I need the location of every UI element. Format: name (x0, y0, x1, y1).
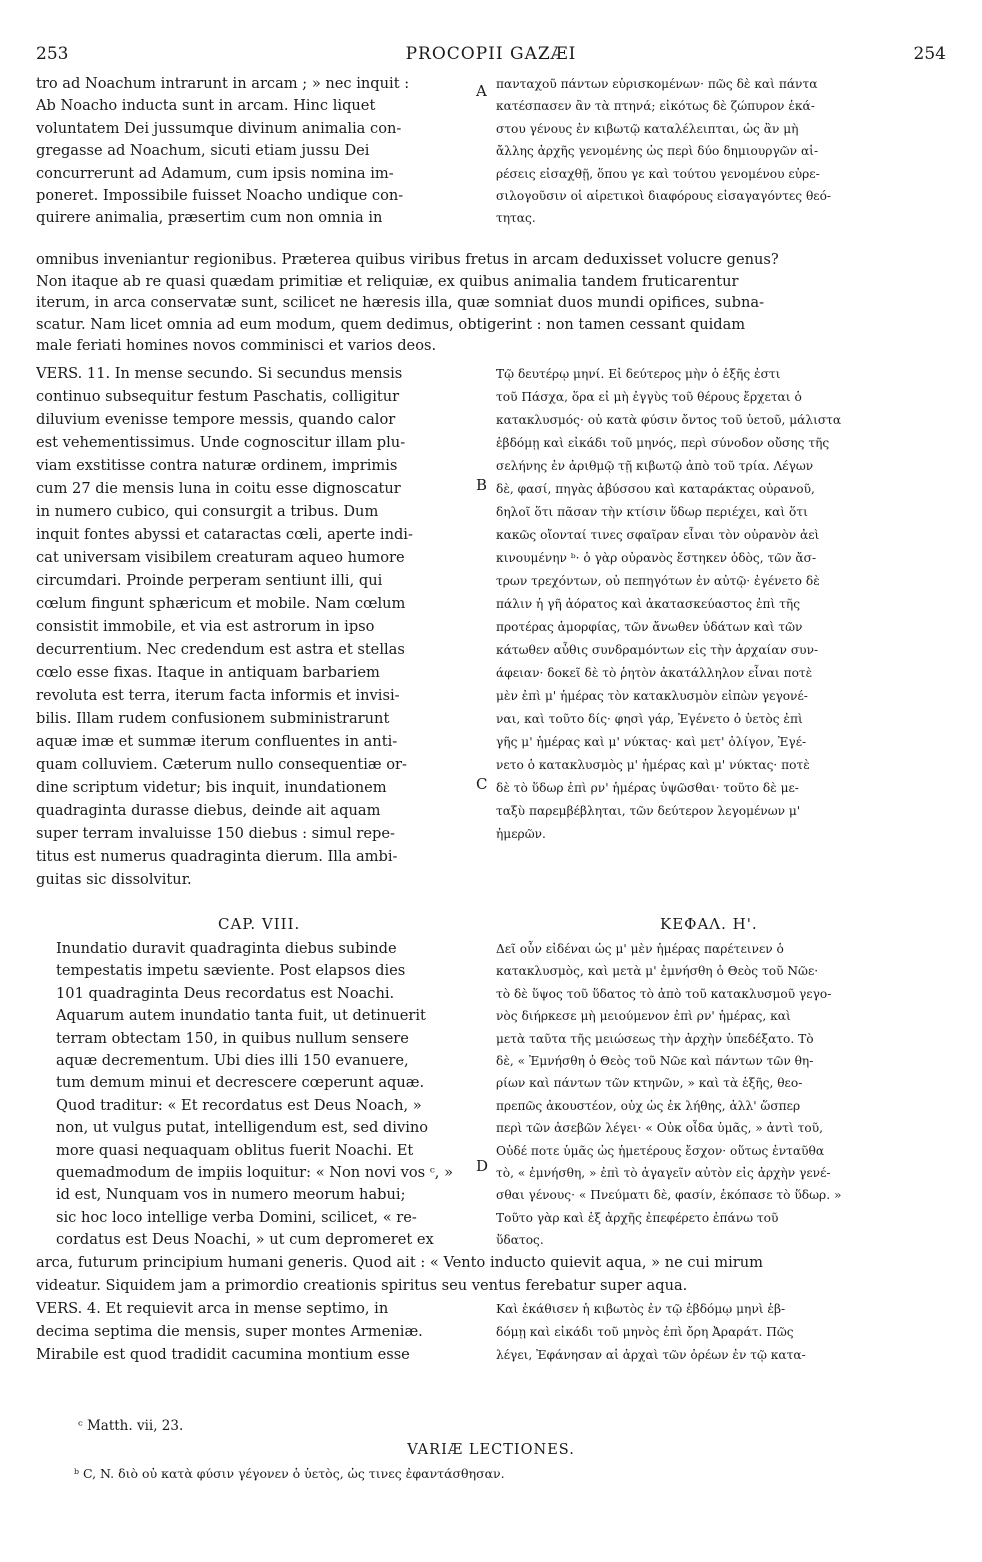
text-line: τοῦ Πάσχα, ὅρα εἰ μὴ ἐγγὺς τοῦ θέρους ἔρχεται ὁ (496, 390, 802, 404)
margin-marker-c: C (476, 775, 488, 793)
text-line: cum 27 die mensis luna in coitu esse dignoscatur (36, 480, 401, 497)
varia-lectiones-heading: VARIÆ LECTIONES. (407, 1442, 575, 1458)
text-line: ἄλλης ἀρχῆς γενομένης ὡς περὶ δύο δημιουργῶν αἱ- (496, 144, 819, 159)
text-line: bilis. Illam rudem confusionem subministrarunt (36, 710, 390, 727)
text-line: Inundatio duravit quadraginta diebus subinde (56, 940, 397, 957)
text-line: γῆς μ' ἡμέρας καὶ μ' νύκτας· καὶ μετ' ὀλίγον, Ἐγέ- (496, 735, 807, 749)
text-line: ὕδατος. (496, 1233, 544, 1248)
text-line: arca, futurum principium humani generis. Quod ait : « Vento inducto quievit aqua, » ne cui mirum (36, 1254, 763, 1271)
text-line: Mirabile est quod tradidit cacumina montium esse (36, 1346, 410, 1363)
text-line: τὸ, « ἐμνήσθη, » ἐπὶ τὸ ἀγαγεῖν αὐτὸν εἰς ἀρχὴν γενέ- (496, 1166, 831, 1180)
text-line: ἡμερῶν. (496, 827, 546, 841)
text-line: tempestatis impetu sæviente. Post elapsos dies (56, 962, 406, 980)
text-line: continuo subsequitur festum Paschatis, colligitur (36, 388, 400, 405)
text-line: δὲ τὸ ὕδωρ ἐπὶ ρν' ἡμέρας ὑψῶσθαι· τοῦτο δὲ με- (496, 781, 799, 795)
text-line: σθαι γένους· « Πνεύματι δὲ, φασίν, ἐκόπασε τὸ ὕδωρ. » (496, 1188, 842, 1203)
text-line: δὲ, « Ἐμνήσθη ὁ Θεὸς τοῦ Νῶε καὶ πάντων τῶν θη- (496, 1054, 814, 1068)
text-line: poneret. Impossibile fuisset Noacho undique con- (36, 187, 404, 204)
text-line: κακῶς οἴονταί τινες σφαῖραν εἶναι τὸν οὐρανὸν ἀεὶ (496, 528, 820, 542)
text-line: άφειαν· δοκεῖ δὲ τὸ ῥητὸν ἀκατάλληλον εἶναι ποτὲ (496, 666, 813, 680)
footnote: ᶜ Matth. vii, 23. (78, 1418, 184, 1434)
text-line: guitas sic dissolvitur. (36, 871, 192, 888)
text-line: titus est numerus quadraginta dierum. Illa ambi- (36, 848, 398, 865)
text-line: VERS. 4. Et requievit arca in mense septimo, in (36, 1300, 389, 1317)
text-line: cordatus est Deus Noachi, » ut cum depromeret ex (56, 1231, 434, 1249)
text-line: diluvium evenisse tempore messis, quando calor (36, 411, 396, 428)
text-line: λέγει, Ἐφάνησαν αἱ ἀρχαὶ τῶν ὀρέων ἐν τῷ κατα- (496, 1348, 806, 1362)
margin-marker-d: D (476, 1157, 489, 1175)
text-line: concurrerunt ad Adamum, cum ipsis nomina im- (36, 164, 394, 182)
text-line: τὸ δὲ ὕψος τοῦ ὕδατος τὸ ἀπὸ τοῦ κατακλυσμοῦ γεγο- (496, 986, 832, 1001)
text-line: ναι, καὶ τοῦτο δίς· φησὶ γάρ, Ἐγένετο ὁ ὑετὸς ἐπὶ (496, 712, 803, 726)
text-line: Δεῖ οὖν εἰδέναι ὡς μ' μὲν ἡμέρας παρέτεινεν ὁ (496, 942, 784, 956)
text-line: νετο ὁ κατακλυσμὸς μ' ἡμέρας καὶ μ' νύκτας· ποτὲ (496, 758, 810, 772)
text-line: cœlo esse fixas. Itaque in antiquam barbariem (36, 664, 380, 681)
text-line: quam colluviem. Cæterum nullo consequentiæ or- (36, 756, 407, 773)
text-line: πάλιν ἡ γῆ ἀόρατος καὶ ἀκατασκεύαστος ἐπὶ τῆς (496, 597, 801, 611)
text-line: κινουμένην ᵇ· ὁ γὰρ οὐρανὸς ἕστηκεν ὁδὸς, τῶν ἄσ- (496, 551, 817, 565)
text-line: μὲν ἐπὶ μ' ἡμέρας τὸν κατακλυσμὸν εἰπὼν γεγονέ- (496, 689, 808, 703)
text-line: gregasse ad Noachum, sicuti etiam jussu Dei (36, 142, 370, 160)
text-line: omnibus inveniantur regionibus. Præterea quibus viribus fretus in arcam deduxisset volucre genus? (36, 251, 779, 268)
text-line: viam exstitisse contra naturæ ordinem, imprimis (36, 457, 398, 474)
text-line: quadraginta durasse diebus, deinde ait aquam (36, 802, 381, 819)
text-line: περὶ τῶν ἀσεβῶν λέγει· « Οὐκ οἶδα ὑμᾶς, » ἀντὶ τοῦ, (496, 1121, 824, 1136)
text-line: δηλοῖ ὅτι πᾶσαν τὴν κτίσιν ὕδωρ περιέχει, καὶ ὅτι (496, 505, 808, 519)
text-line: Quod traditur: « Et recordatus est Deus Noach, » (56, 1096, 422, 1114)
page-number-right: 254 (913, 44, 946, 64)
text-line: more quasi nequaquam oblitus fuerit Noachi. Et (56, 1141, 414, 1159)
running-header (36, 44, 946, 68)
text-line: Ab Noacho inducta sunt in arcam. Hinc liquet (36, 97, 376, 115)
margin-marker-a: A (476, 82, 487, 100)
text-line: πρεπῶς ἀκουστέον, οὐχ ὡς ἐκ λήθης, ἀλλ' ὥσπερ (496, 1098, 801, 1113)
text-line: in numero cubico, qui consurgit a tribus. Dum (36, 503, 379, 520)
text-line: κατακλυσμὸς, καὶ μετὰ μ' ἐμνήσθη ὁ Θεὸς τοῦ Νῶε· (496, 964, 819, 979)
text-line: iterum, in arca conservatæ sunt, scilicet ne hæresis illa, quæ somniat duos mundi opifices, subna- (36, 294, 765, 312)
text-line: Οὐδέ ποτε ὑμᾶς ὡς ἡμετέρους ἔσχον· οὕτως ἐνταῦθα (496, 1143, 825, 1158)
text-line: σιλογοῦσιν οἱ αἱρετικοὶ διαφόρους εἰσαγαγόντες θεό- (496, 189, 832, 203)
text-line: videatur. Siquidem jam a primordio creationis spiritus seu ventus ferebatur super aqua. (36, 1277, 688, 1294)
text-line: Καὶ ἐκάθισεν ἡ κιβωτὸς ἐν τῷ ἑβδόμῳ μηνὶ ἑβ- (496, 1302, 786, 1316)
text-line: scatur. Nam licet omnia ad eum modum, quem dedimus, obtigerint : non tamen cessant quidam (36, 315, 746, 333)
text-line: 101 quadraginta Deus recordatus est Noachi. (56, 984, 395, 1002)
text-line: ρέσεις εἰσαχθῇ, ὅπου γε καὶ τούτου γενομένου εὑρε- (496, 166, 820, 181)
text-line: cœlum fingunt sphæricum et mobile. Nam cœlum (36, 595, 406, 612)
text-line: ἑβδόμῃ καὶ εἰκάδι τοῦ μηνός, περὶ σύνοδον οὔσης τῆς (496, 436, 830, 450)
text-line: Τοῦτο γὰρ καὶ ἐξ ἀρχῆς ἐπεφέρετο ἐπάνω τοῦ (496, 1210, 779, 1225)
varia-lectiones-note: ᵇ C, N. διὸ οὐ κατὰ φύσιν γέγονεν ὁ ὑετὸς, ὡς τινες ἐφαντάσθησαν. (74, 1466, 505, 1481)
text-line: tro ad Noachum intrarunt in arcam ; » nec inquit : (36, 75, 410, 92)
text-line: κατακλυσμός· οὐ κατὰ φύσιν ὄντος τοῦ ὑετοῦ, μάλιστα (496, 413, 842, 427)
text-line: inquit fontes abyssi et cataractas cœli, aperte indi- (36, 526, 413, 543)
text-line: quirere animalia, præsertim cum non omnia in (36, 209, 383, 227)
text-line: ρίων καὶ πάντων τῶν κτηνῶν, » καὶ τὰ ἑξῆς, θεο- (496, 1076, 803, 1091)
text-line: circumdari. Proinde perperam sentiunt illi, qui (36, 572, 383, 589)
text-line: σελήνης ἐν ἀριθμῷ τῇ κιβωτῷ ἀπὸ τοῦ τρία. Λέγων (496, 459, 814, 473)
text-line: sic hoc loco intellige verba Domini, scilicet, « re- (56, 1208, 417, 1226)
text-line: Non itaque ab re quasi quædam primitiæ et reliquiæ, ex quibus animalia tandem fruticarentur (36, 272, 739, 290)
text-line: male feriati homines novos comminisci et varios deos. (36, 337, 437, 355)
text-line: Aquarum autem inundatio tanta fuit, ut detinuerit (56, 1007, 426, 1025)
text-line: δόμῃ καὶ εἰκάδι τοῦ μηνὸς ἐπὶ ὄρη Ἀραράτ. Πῶς (496, 1325, 794, 1339)
text-line: τητας. (496, 211, 536, 226)
text-line: ταξὺ παρεμβέβληται, τῶν δεύτερον λεγομένων μ' (496, 804, 801, 818)
margin-marker-b: B (476, 476, 488, 494)
text-line: decurrentium. Nec credendum est astra et stellas (36, 641, 405, 658)
text-line: κάτωθεν αὖθις συνδραμόντων εἰς τὴν ἀρχαίαν συν- (496, 643, 819, 657)
text-line: νὸς διήρκεσε μὴ μειούμενον ἐπὶ ρν' ἡμέρας, καὶ (496, 1009, 791, 1024)
text-line: κατέσπασεν ἂν τὰ πτηνά; εἰκότως δὲ ζώπυρον ἑκά- (496, 99, 815, 114)
chapter-heading-greek: ΚΕΦΑΛ. Η'. (660, 915, 758, 933)
page-number-left: 253 (36, 44, 69, 64)
text-line: μετὰ ταῦτα τῆς μειώσεως τὴν ἀρχὴν ὑπεδέξατο. Τὸ (496, 1031, 814, 1046)
text-line: id est, Nunquam vos in numero meorum habui; (56, 1186, 406, 1204)
text-line: δὲ, φασί, πηγὰς ἀβύσσου καὶ καταράκτας οὐρανοῦ, (496, 482, 815, 496)
text-line: revoluta est terra, iterum facta informis et invisi- (36, 687, 400, 704)
text-line: πανταχοῦ πάντων εὑρισκομένων· πῶς δὲ καὶ πάντα (496, 77, 818, 91)
text-line: στου γένους ἐν κιβωτῷ καταλέλειπται, ὡς ἂν μὴ (496, 121, 799, 136)
text-line: Τῷ δευτέρῳ μηνί. Εἰ δεύτερος μὴν ὁ ἑξῆς ἐστι (496, 367, 781, 381)
running-title: PROCOPII GAZÆI (405, 44, 577, 64)
text-line: cat universam visibilem creaturam aqueo humore (36, 549, 405, 566)
chapter-heading-latin: CAP. VIII. (218, 915, 301, 933)
text-line: non, ut vulgus putat, intelligendum est, sed divino (56, 1119, 429, 1137)
text-line: VERS. 11. In mense secundo. Si secundus mensis (36, 365, 403, 382)
text-line: aquæ decrementum. Ubi dies illi 150 evanuere, (56, 1052, 409, 1069)
text-line: est vehementissimus. Unde cognoscitur illam plu- (36, 434, 406, 451)
text-line: super terram invaluisse 150 diebus : simul repe- (36, 825, 395, 842)
text-line: consistit immobile, et via est astrorum in ipso (36, 618, 375, 635)
text-line: voluntatem Dei jussumque divinum animalia con- (36, 119, 402, 137)
text-line: aquæ imæ et summæ iterum confluentes in anti- (36, 733, 398, 750)
text-line: προτέρας ἀμορφίας, τῶν ἄνωθεν ὑδάτων καὶ τῶν (496, 620, 803, 634)
text-line: tum demum minui et decrescere cœperunt aquæ. (56, 1074, 425, 1092)
text-line: τρων τρεχόντων, οὐ πεπηγότων ἐν αὐτῷ· ἐγένετο δὲ (496, 574, 820, 588)
text-line: quemadmodum de impiis loquitur: « Non novi vos ᶜ, » (56, 1164, 454, 1181)
text-line: terram obtectam 150, in quibus nullum sensere (56, 1029, 409, 1047)
text-line: decima septima die mensis, super montes Armeniæ. (36, 1323, 423, 1340)
text-line: dine scriptum videtur; bis inquit, inundationem (36, 779, 387, 796)
